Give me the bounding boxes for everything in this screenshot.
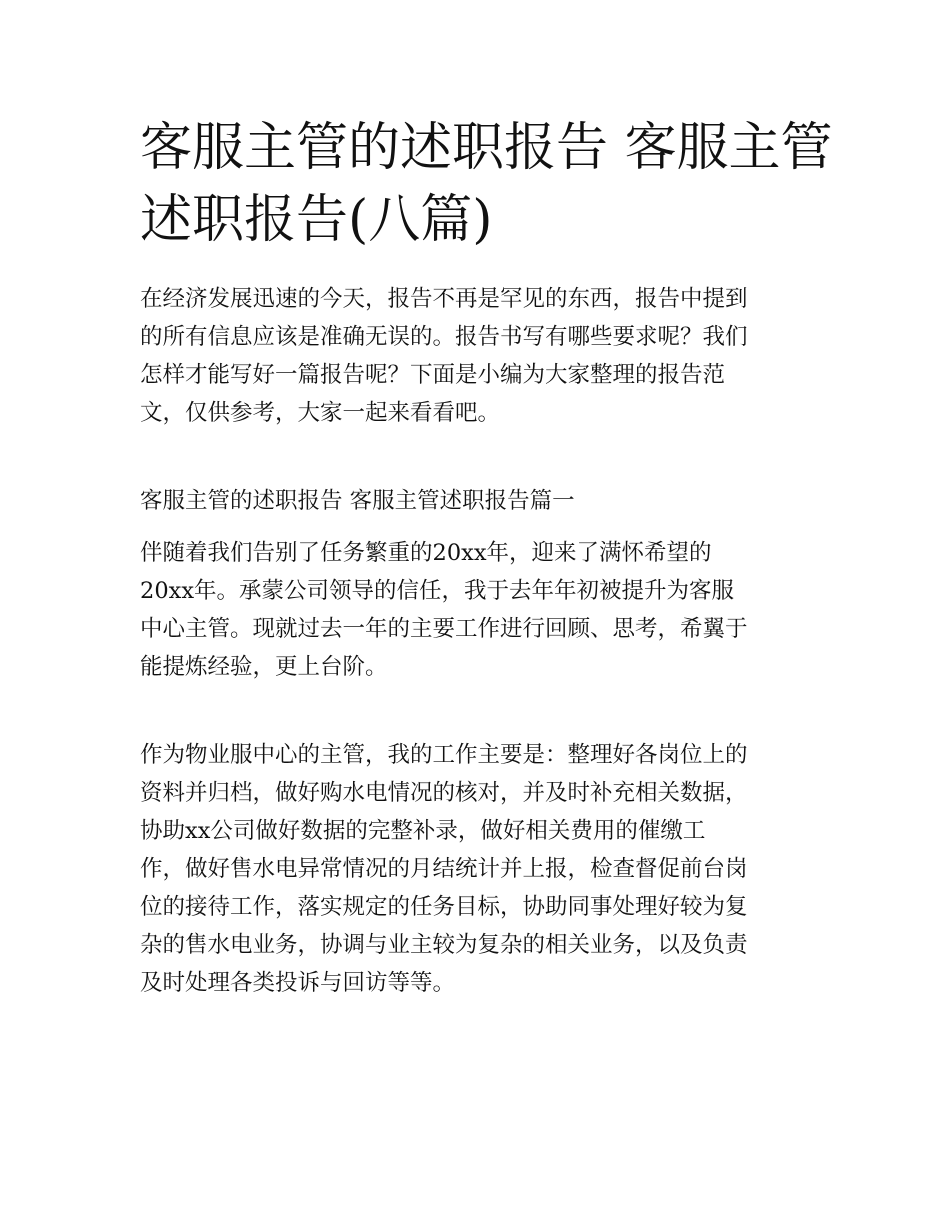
- paragraph-review: [140, 534, 820, 686]
- paragraph-line: 及时处理各类投诉与回访等等。: [140, 970, 456, 996]
- paragraph-line: 资料并归档，做好购水电情况的核对，并及时补充相关数据，: [140, 780, 748, 806]
- paragraph-line: 伴随着我们告别了任务繁重的20xx年，迎来了满怀希望的: [140, 540, 712, 566]
- paragraph-line: 能提炼经验，更上台阶。: [140, 654, 388, 680]
- paragraph-line: 文，仅供参考，大家一起来看看吧。: [140, 400, 501, 426]
- paragraph-line: 作，做好售水电异常情况的月结统计并上报，检查督促前台岗: [140, 856, 748, 882]
- title-line: 述职报告(八篇): [140, 190, 493, 250]
- paragraph-line: 的所有信息应该是准确无误的。报告书写有哪些要求呢？我们: [140, 324, 748, 350]
- paragraph-line: 在经济发展迅速的今天，报告不再是罕见的东西，报告中提到: [140, 286, 748, 312]
- paragraph-intro: [140, 280, 820, 432]
- document-title: [140, 112, 833, 256]
- section-heading: [140, 482, 820, 520]
- paragraph-duties: [140, 736, 820, 1002]
- paragraph-line: 位的接待工作，落实规定的任务目标，协助同事处理好较为复: [140, 894, 748, 920]
- paragraph-line: 协助xx公司做好数据的完整补录，做好相关费用的催缴工: [140, 818, 706, 844]
- paragraph-line: 作为物业服中心的主管，我的工作主要是：整理好各岗位上的: [140, 742, 748, 768]
- paragraph-line: 20xx年。承蒙公司领导的信任，我于去年年初被提升为客服: [140, 578, 735, 604]
- paragraph-line: 中心主管。现就过去一年的主要工作进行回顾、思考，希翼于: [140, 616, 748, 642]
- title-line: 客服主管的述职报告 客服主管: [140, 118, 833, 178]
- section-heading-line: 客服主管的述职报告 客服主管述职报告篇一: [140, 488, 575, 514]
- paragraph-line: 怎样才能写好一篇报告呢？下面是小编为大家整理的报告范: [140, 362, 726, 388]
- paragraph-line: 杂的售水电业务，协调与业主较为复杂的相关业务，以及负责: [140, 932, 748, 958]
